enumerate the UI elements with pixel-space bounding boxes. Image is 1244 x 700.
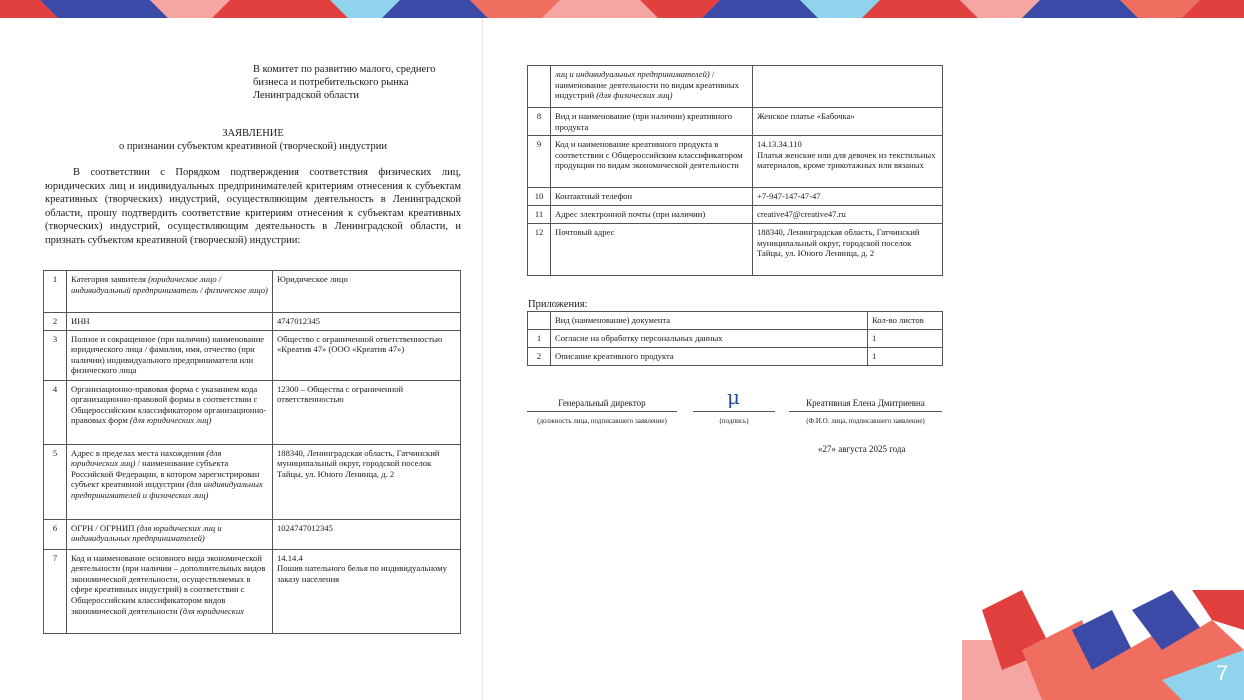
row-number: 2 <box>528 348 551 366</box>
attachments-title: Приложения: <box>528 299 588 310</box>
row-value: Общество с ограниченной ответственностью «Креатив 47» (ООО «Креатив 47») <box>273 330 461 380</box>
table-row <box>44 313 461 331</box>
row-value: Юридическое лицо <box>273 271 461 313</box>
row-value: 12300 – Общества с ограниченной ответственностью <box>273 380 461 444</box>
row-number: 1 <box>44 271 67 313</box>
position-line <box>527 411 677 412</box>
document-date: «27» августа 2025 года <box>818 444 906 454</box>
row-label: ИНН <box>67 313 273 331</box>
column-header-count: Кол-во листов <box>868 312 943 330</box>
row-number: 1 <box>528 330 551 348</box>
page-number: 7 <box>1216 662 1228 685</box>
row-label: Организационно-правовая форма с указанием кода организационно-правовой формы в соответствии с Общероссийским классификатором организационно-правовых форм (для юридических лиц) <box>67 380 273 444</box>
table-row <box>528 136 943 188</box>
row-value: Женское платье «Бабочка» <box>753 108 943 136</box>
row-label: Полное и сокращенное (при наличии) наименование юридического лица / фамилия, имя, отчество (при наличии) индивидуального предпринимателя или физического лица <box>67 330 273 380</box>
attachment-count: 1 <box>868 348 943 366</box>
row-label: Контактный телефон <box>551 188 753 206</box>
row-number: 5 <box>44 444 67 519</box>
row-number: 8 <box>528 108 551 136</box>
table-row <box>528 206 943 224</box>
application-table <box>43 270 461 634</box>
name-line <box>789 411 942 412</box>
row-value: 188340, Ленинградская область, Гатчинский муниципальный округ, городской поселок Тайцы, ул. Юного Ленинца, д. 2 <box>753 224 943 276</box>
signature-caption: (подпись) <box>719 417 749 425</box>
table-row <box>528 348 943 366</box>
table-row <box>44 330 461 380</box>
document-page-left <box>0 18 483 700</box>
row-value: 14.14.4 Пошив нательного белья по индивидуальному заказу населения <box>273 549 461 633</box>
attachments-table <box>527 311 943 366</box>
signature-mark: μ <box>727 385 740 409</box>
row-number: 6 <box>44 519 67 549</box>
top-decorative-stripe <box>0 0 1244 18</box>
table-row <box>528 224 943 276</box>
row-label: Адрес электронной почты (при наличии) <box>551 206 753 224</box>
table-row <box>528 188 943 206</box>
table-row <box>528 330 943 348</box>
table-header-row <box>528 312 943 330</box>
row-number: 3 <box>44 330 67 380</box>
row-value: 1024747012345 <box>273 519 461 549</box>
row-label: Код и наименование основного вида экономической деятельности (при наличии – дополнительных видов экономической деятельности, осуществляемых в сфере креативных индустрий) в соответствии с Общероссийским классификатором видов экономической деятельности (для юридических <box>67 549 273 633</box>
addressee-line-2: бизнеса и потребительского рынка <box>253 77 409 88</box>
name-caption: (Ф.И.О. лица, подписавшего заявление) <box>806 417 925 425</box>
row-number: 4 <box>44 380 67 444</box>
table-row <box>528 108 943 136</box>
row-label: Адрес в пределах места нахождения (для юридических лиц) / наименование субъекта Российской Федерации, в котором зарегистрирован субъект креативной индустрии (для индивидуальных предпринимателей и физических лиц) <box>67 444 273 519</box>
attachment-name: Описание креативного продукта <box>551 348 868 366</box>
column-header-name: Вид (наименование) документа <box>551 312 868 330</box>
row-value: +7-947-147-47-47 <box>753 188 943 206</box>
corner-decoration <box>962 590 1244 700</box>
row-number: 12 <box>528 224 551 276</box>
signature-line <box>693 411 775 412</box>
row-label: Почтовый адрес <box>551 224 753 276</box>
document-body: В соответствии с Порядком подтверждения соответствия физических лиц, юридических лиц и индивидуальных предпринимателей критериям отнесения к субъектам креативных (творческих) индустрий, осуществляющим деятельность в Ленинградской области, прошу подтвердить соответствие критериям отнесения к субъектам креативных (творческих) индустрий, осуществляющим деятельность в Ленинградской области, и признать субъектом креативной (творческой) индустрии: <box>45 167 461 246</box>
row-value: 4747012345 <box>273 313 461 331</box>
attachment-count: 1 <box>868 330 943 348</box>
addressee-line-1: В комитет по развитию малого, среднего <box>253 64 436 75</box>
table-row <box>528 66 943 108</box>
signer-position: Генеральный директор <box>558 398 646 408</box>
row-number: 10 <box>528 188 551 206</box>
row-label: Вид и наименование (при наличии) креативного продукта <box>551 108 753 136</box>
table-row <box>44 519 461 549</box>
row-number: 2 <box>44 313 67 331</box>
table-row <box>44 271 461 313</box>
application-table-continued <box>527 65 943 276</box>
document-subtitle: о признании субъектом креативной (творческой) индустрии <box>119 141 387 152</box>
row-label: Код и наименование креативного продукта в соответствии с Общероссийским классификатором продукции по видам экономической деятельности <box>551 136 753 188</box>
table-row <box>44 380 461 444</box>
signer-name: Креативная Елена Дмитриевна <box>806 398 925 408</box>
row-value: 14.13.34.110 Платья женские или для девочек из текстильных материалов, кроме трикотажных или вязаных <box>753 136 943 188</box>
position-caption: (должность лица, подписавшего заявление) <box>537 417 667 425</box>
row-label: ОГРН / ОГРНИП (для юридических лиц и индивидуальных предпринимателей) <box>67 519 273 549</box>
row-value: 188340, Ленинградская область, Гатчинский муниципальный округ, городской поселок Тайцы, ул. Юного Ленинца, д. 2 <box>273 444 461 519</box>
row-value: creative47@creative47.ru <box>753 206 943 224</box>
table-row <box>44 444 461 519</box>
row-label: Категория заявителя (юридическое лицо / индивидуальный предприниматель / физическое лицо) <box>67 271 273 313</box>
document-title: ЗАЯВЛЕНИЕ <box>222 128 284 139</box>
row-number: 7 <box>44 549 67 633</box>
table-row <box>44 549 461 633</box>
addressee-line-3: Ленинградской области <box>253 90 359 101</box>
row-label: лиц и индивидуальных предпринимателей) / наименование деятельности по видам креативных индустрий (для физических лиц) <box>551 66 753 108</box>
attachment-name: Согласие на обработку персональных данных <box>551 330 868 348</box>
row-number: 11 <box>528 206 551 224</box>
row-number: 9 <box>528 136 551 188</box>
